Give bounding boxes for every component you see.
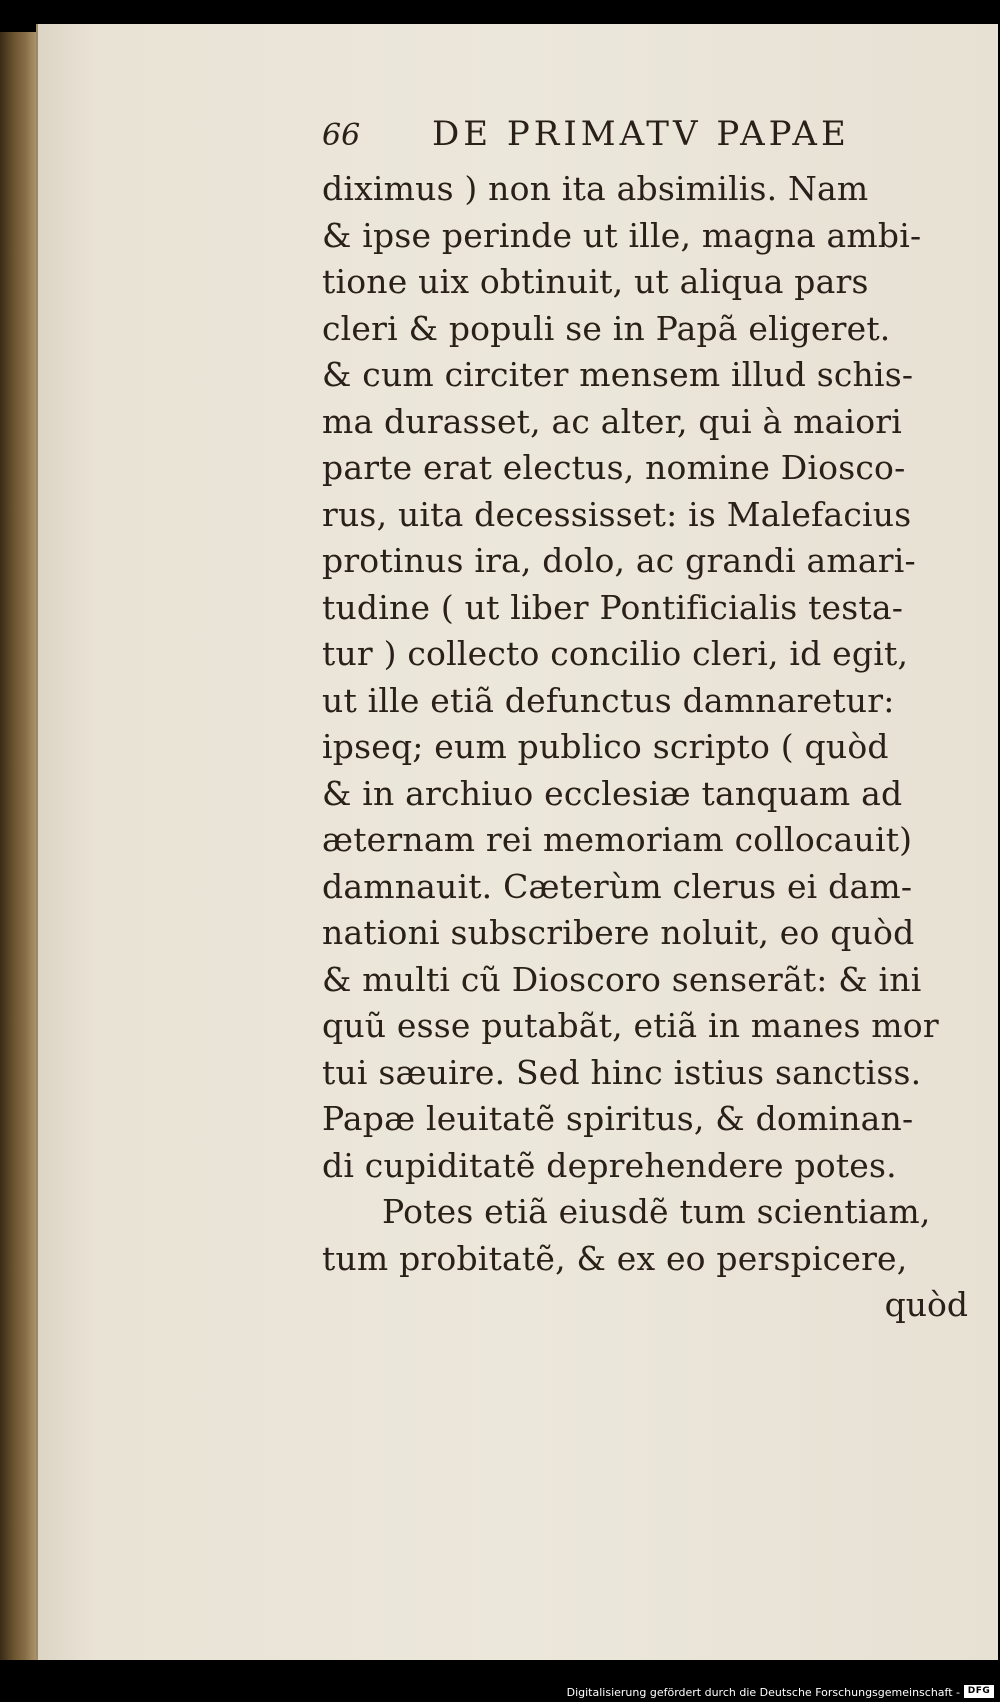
dfg-logo: DFG xyxy=(964,1685,994,1698)
text-line: diximus ) non ita absimilis. Nam xyxy=(322,169,869,208)
body-text xyxy=(322,166,982,1282)
text-line: ipseq; eum publico scripto ( quòd xyxy=(322,727,889,766)
text-line: ma durasset, ac alter, qui à maiori xyxy=(322,401,903,441)
text-line: quũ esse putabãt, etiã in manes mor xyxy=(322,1006,939,1045)
text-line: nationi subscribere noluit, eo quòd xyxy=(322,913,915,952)
text-line: tur ) collecto concilio cleri, id egit, xyxy=(322,634,909,673)
text-line: protinus ira, dolo, ac grandi amari- xyxy=(322,541,916,580)
text-line: & cum circiter mensem illud schis- xyxy=(322,355,914,394)
text-line: & in archiuo ecclesiæ tanquam ad xyxy=(322,773,903,813)
text-line: æternam rei memoriam collocauit) xyxy=(322,820,913,859)
page-number: 66 xyxy=(322,118,361,153)
text-line: cleri & populi se in Papã eligeret. xyxy=(322,308,891,348)
text-line: parte erat electus, nomine Diosco- xyxy=(322,448,906,487)
text-line: Potes etiã eiusdẽ tum scientiam, xyxy=(382,1192,931,1231)
text-line: rus, uita decessisset: is Malefacius xyxy=(322,494,912,534)
text-line: di cupiditatẽ deprehendere potes. xyxy=(322,1145,897,1185)
text-line: ut ille etiã defunctus damnaretur: xyxy=(322,680,895,720)
digitization-credit: Digitalisierung gefördert durch die Deutsche Forschungsgemeinschaft - xyxy=(566,1686,960,1699)
text-line: damnauit. Cæterùm clerus ei dam- xyxy=(322,866,913,906)
text-line: Papæ leuitatẽ spiritus, & dominan- xyxy=(322,1099,914,1138)
text-line: tui sæuire. Sed hinc istius sanctiss. xyxy=(322,1052,922,1092)
book-binding-edge xyxy=(0,32,40,1660)
running-title: DE PRIMATV PAPAE xyxy=(432,114,850,154)
text-block xyxy=(322,114,982,1329)
text-line: tione uix obtinuit, ut aliqua pars xyxy=(322,262,869,301)
text-line: tum probitatẽ, & ex eo perspicere, xyxy=(322,1238,908,1278)
text-line: & multi cũ Dioscoro senserãt: & ini xyxy=(322,959,922,999)
running-head xyxy=(322,114,982,164)
text-line: tudine ( ut liber Pontificialis testa- xyxy=(322,587,904,627)
catchword: quòd xyxy=(884,1285,968,1324)
text-line: & ipse perinde ut ille, magna ambi- xyxy=(322,215,922,255)
